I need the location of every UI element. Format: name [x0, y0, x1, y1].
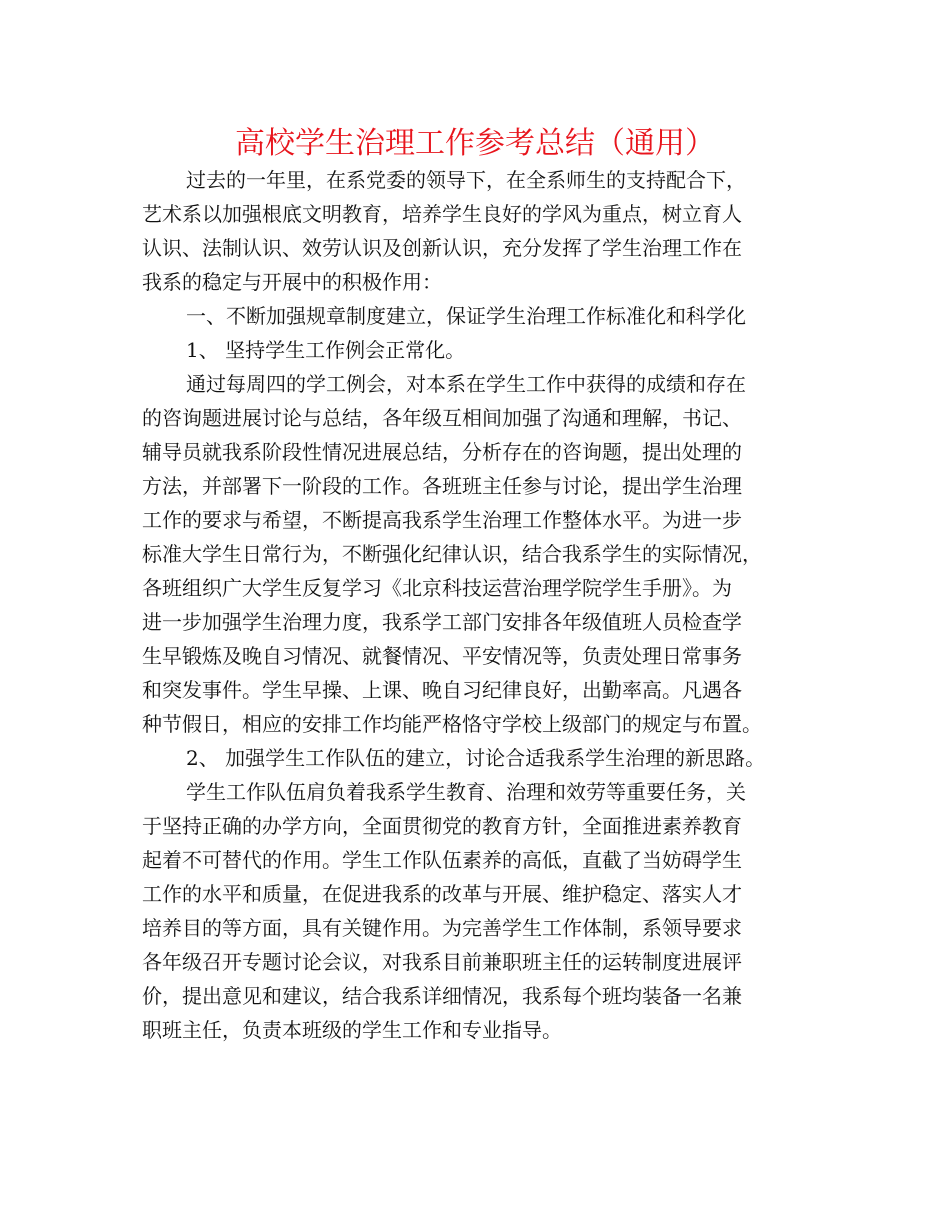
- paragraph-line: 生早锻炼及晚自习情况、就餐情况、平安情况等，负责处理日常事务: [142, 644, 742, 668]
- section-heading: 一、不断加强规章制度建立，保证学生治理工作标准化和科学化: [186, 304, 746, 328]
- paragraph-line: 方法，并部署下一阶段的工作。各班班主任参与讨论，提出学生治理: [142, 474, 742, 498]
- paragraph-line: 的咨询题进展讨论与总结，各年级互相间加强了沟通和理解，书记、: [142, 406, 742, 430]
- subsection-heading: 1、 坚持学生工作例会正常化。: [186, 338, 466, 362]
- paragraph-line: 价，提出意见和建议，结合我系详细情况，我系每个班均装备一名兼: [142, 984, 742, 1008]
- paragraph-line: 标准大学生日常行为，不断强化纪律认识，结合我系学生的实际情况，: [142, 542, 762, 566]
- paragraph-line: 艺术系以加强根底文明教育，培养学生良好的学风为重点，树立育人: [142, 202, 742, 226]
- paragraph-line: 和突发事件。学生早操、上课、晚自习纪律良好，出勤率高。凡遇各: [142, 678, 742, 702]
- paragraph-line: 我系的稳定与开展中的积极作用：: [142, 270, 442, 294]
- document-body: [142, 163, 822, 1047]
- subsection-heading: 2、 加强学生工作队伍的建立，讨论合适我系学生治理的新思路。: [186, 746, 766, 770]
- paragraph-line: 过去的一年里，在系党委的领导下，在全系师生的支持配合下，: [186, 168, 746, 192]
- paragraph-line: 种节假日，相应的安排工作均能严格恪守学校上级部门的规定与布置。: [142, 712, 762, 736]
- paragraph-line: 工作的水平和质量，在促进我系的改革与开展、维护稳定、落实人才: [142, 882, 742, 906]
- paragraph-line: 认识、法制认识、效劳认识及创新认识，充分发挥了学生治理工作在: [142, 236, 742, 260]
- paragraph-line: 工作的要求与希望，不断提高我系学生治理工作整体水平。为进一步: [142, 508, 742, 532]
- document-title: 高校学生治理工作参考总结（通用）: [235, 126, 715, 161]
- paragraph-line: 各年级召开专题讨论会议，对我系目前兼职班主任的运转制度进展评: [142, 950, 742, 974]
- paragraph-line: 职班主任，负责本班级的学生工作和专业指导。: [142, 1018, 562, 1042]
- paragraph-line: 通过每周四的学工例会，对本系在学生工作中获得的成绩和存在: [186, 372, 746, 396]
- paragraph-line: 培养目的等方面，具有关键作用。为完善学生工作体制，系领导要求: [142, 916, 742, 940]
- paragraph-line: 学生工作队伍肩负着我系学生教育、治理和效劳等重要任务，关: [186, 780, 746, 804]
- paragraph-line: 辅导员就我系阶段性情况进展总结，分析存在的咨询题，提出处理的: [142, 440, 742, 464]
- paragraph-line: 各班组织广大学生反复学习《北京科技运营治理学院学生手册》。为: [142, 576, 732, 600]
- paragraph-line: 于坚持正确的办学方向，全面贯彻党的教育方针，全面推进素养教育: [142, 814, 742, 838]
- paragraph-line: 起着不可替代的作用。学生工作队伍素养的高低，直截了当妨碍学生: [142, 848, 742, 872]
- paragraph-line: 进一步加强学生治理力度，我系学工部门安排各年级值班人员检查学: [142, 610, 742, 634]
